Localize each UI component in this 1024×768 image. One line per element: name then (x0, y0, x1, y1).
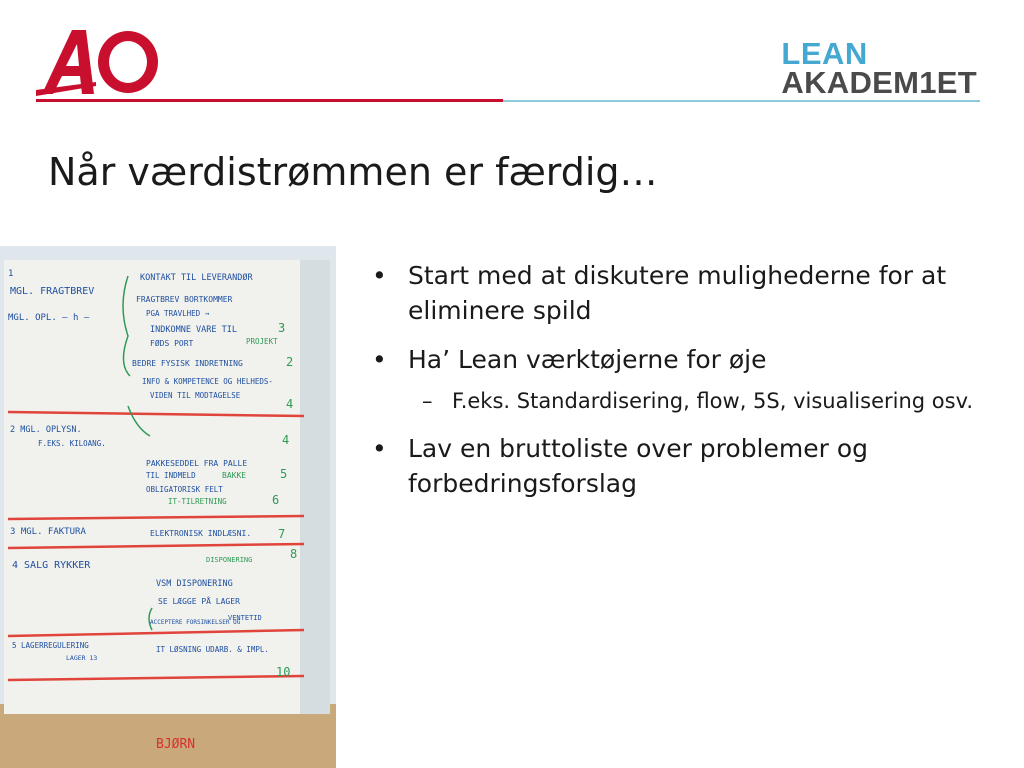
sub-bullet-text: F.eks. Standardisering, flow, 5S, visualisering osv. (452, 389, 974, 413)
handwritten-note: VIDEN TIL MODTAGELSE (150, 391, 241, 400)
handwritten-note: VSM DISPONERING (156, 579, 233, 589)
handwritten-note: 8 (290, 547, 298, 561)
handwritten-note: BAKKE (222, 471, 247, 480)
handwritten-note: OBLIGATORISK FELT (146, 485, 223, 494)
handwritten-note: PROJEKT (246, 337, 278, 346)
bullet-item-1 (370, 258, 980, 328)
handwritten-note: KONTAKT TIL LEVERANDØR (140, 273, 253, 283)
handwritten-note: F.EKS. KILOANG. (38, 439, 106, 448)
handwritten-note: ACCEPTERE FORSINKELSER OG (150, 619, 241, 626)
handwritten-note: 5 (280, 467, 288, 481)
handwritten-note: 6 (272, 493, 280, 507)
handwritten-note: 4 (286, 397, 294, 411)
handwritten-note: 4 SALG RYKKER (12, 560, 91, 571)
handwritten-note: FØDS PORT (150, 339, 194, 348)
handwritten-note: VENTETID (228, 614, 262, 622)
handwritten-note: 2 (286, 355, 294, 369)
handwritten-note: PAKKESEDDEL FRA PALLE (146, 459, 248, 468)
handwritten-note: 10 (276, 665, 291, 679)
bullet-list (370, 258, 980, 515)
handwritten-note: MGL. FRAGTBREV (10, 286, 95, 297)
handwritten-note: 3 (278, 321, 286, 335)
bullet-dot: • (372, 345, 387, 374)
lean-akademiet-logo (781, 38, 977, 98)
header-rule-blue (503, 100, 980, 102)
handwritten-note: 7 (278, 527, 286, 541)
bullet-text: Start med at diskutere mulighederne for at eliminere spild (408, 261, 947, 325)
handwritten-note: MGL. OPL. — h — (8, 313, 90, 323)
handwritten-note: BJØRN (156, 737, 196, 752)
bullet-text: Ha’ Lean værktøjerne for øje (408, 345, 767, 374)
handwritten-note: FRAGTBREV BORTKOMMER (136, 295, 233, 304)
sub-bullet-dash: – (422, 389, 433, 413)
sub-bullet-item (370, 385, 980, 417)
handwritten-note: 2 MGL. OPLYSN. (10, 425, 82, 435)
ao-logo (36, 26, 162, 98)
handwritten-note: BEDRE FYSISK INDRETNING (132, 359, 243, 368)
slide-title: Når værdistrømmen er færdig… (48, 150, 658, 194)
handwritten-note: TIL INDMELD (146, 471, 196, 480)
header-rule-red (36, 99, 503, 102)
handwritten-note: PGA TRAVLHED → (146, 309, 210, 318)
ao-logo-mark (36, 26, 162, 98)
handwritten-note: 3 MGL. FAKTURA (10, 527, 86, 537)
handwritten-note: IT LØSNING UDARB. & IMPL. (156, 645, 269, 654)
lean-logo-line1: LEAN (781, 36, 868, 71)
flipchart-photo (0, 246, 336, 768)
handwritten-note: DISPONERING (206, 556, 253, 564)
handwritten-note: INDKOMNE VARE TIL (150, 325, 237, 335)
lean-logo-line2: AKADEM1ET (781, 65, 977, 100)
bullet-item-3 (370, 431, 980, 501)
bullet-dot: • (372, 434, 387, 463)
bullet-item-2 (370, 342, 980, 377)
handwritten-note: INFO & KOMPETENCE OG HELHEDS- (142, 377, 273, 386)
handwritten-note: 5 LAGERREGULERING (12, 641, 89, 650)
bullet-dot: • (372, 261, 387, 290)
handwritten-note: SE LÆGGE PÅ LAGER (158, 597, 240, 606)
handwritten-note: 1 (8, 269, 14, 279)
handwritten-note: 4 (282, 433, 290, 447)
handwritten-note: IT-TILRETNING (168, 497, 227, 506)
handwritten-note: LAGER 13 (66, 654, 98, 662)
bullet-text: Lav en bruttoliste over problemer og forbedringsforslag (408, 434, 869, 498)
handwritten-note: ELEKTRONISK INDLÆSNI. (150, 529, 252, 538)
